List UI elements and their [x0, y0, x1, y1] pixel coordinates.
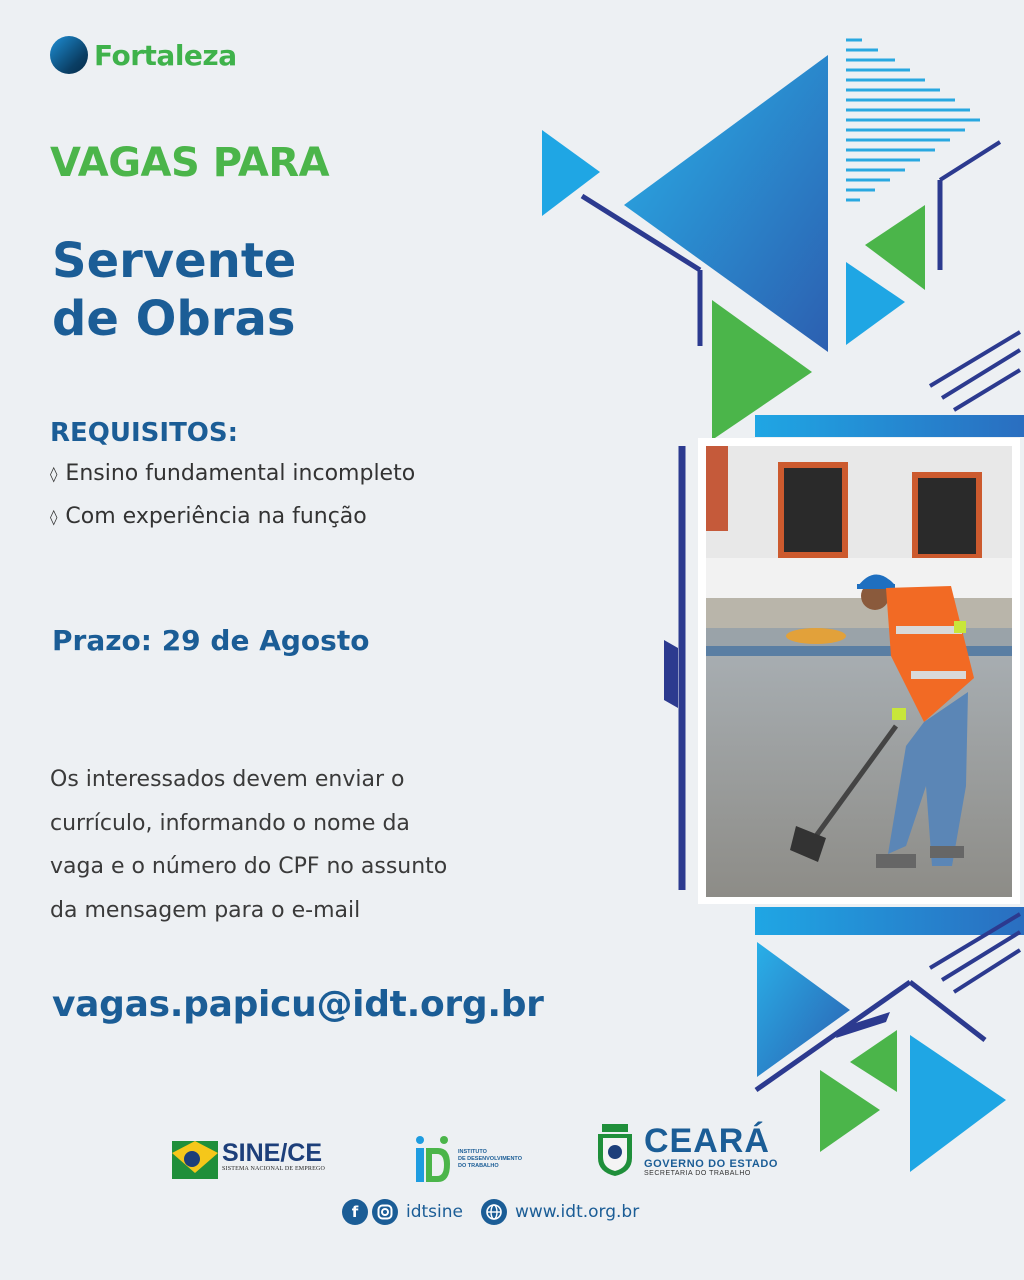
social-links — [342, 1199, 639, 1225]
deadline: Prazo: 29 de Agosto — [52, 624, 370, 657]
instagram-icon[interactable] — [372, 1199, 398, 1225]
big-blue-triangle — [624, 55, 828, 352]
ceara-department: SECRETARIA DO TRABALHO — [644, 1169, 751, 1177]
ceara-subtitle: GOVERNO DO ESTADO — [644, 1157, 779, 1170]
stripe-pattern-right — [930, 332, 1020, 410]
globe-icon[interactable] — [481, 1199, 507, 1225]
email-link[interactable]: vagas.papicu@idt.org.br — [52, 984, 544, 1025]
sine-subtitle: SISTEMA NACIONAL DE EMPREGO — [222, 1166, 326, 1172]
stripe-pattern-top — [846, 40, 980, 200]
website-link[interactable]: www.idt.org.br — [515, 1202, 640, 1222]
bottom-green-triangle — [820, 1070, 880, 1152]
bottom-blue-triangle-right — [910, 1035, 1006, 1172]
city-name: Fortaleza — [94, 38, 237, 72]
job-title — [52, 232, 512, 348]
state-coat-of-arms-icon — [594, 1122, 636, 1178]
ceara-title: CEARÁ — [644, 1121, 770, 1160]
idt-name: INSTITUTO DE DESENVOLVIMENTO DO TRABALHO — [458, 1148, 522, 1169]
blue-bar-bottom — [755, 907, 1024, 935]
list-item: ◊ Com experiência na função — [50, 495, 415, 538]
idt-logo-icon — [414, 1134, 454, 1184]
worker-photo — [706, 446, 1012, 897]
idt-logo — [414, 1134, 528, 1184]
list-item: ◊ Ensino fundamental incompleto — [50, 452, 415, 495]
blue-bar-top — [755, 415, 1024, 437]
facebook-icon[interactable]: f — [342, 1199, 368, 1225]
instructions: Os interessados devem enviar o currículo, informando o nome da vaga e o número do CPF no assunto da mensagem para o e-mail — [50, 767, 448, 923]
headline-prefix: VAGAS PARA — [50, 140, 330, 186]
green-triangle-right — [865, 205, 925, 290]
circle-logo-icon — [50, 36, 88, 74]
requirements-list — [50, 452, 415, 538]
sine-logo — [172, 1133, 325, 1179]
sine-title: SINE/CE — [222, 1139, 323, 1167]
small-blue-triangle-right — [846, 262, 905, 345]
requirements-heading: REQUISITOS: — [50, 418, 239, 448]
diamond-bullet-icon: ◊ — [50, 464, 58, 483]
job-title-line-2: de Obras — [52, 291, 296, 347]
brazil-flag-icon — [172, 1133, 218, 1179]
job-title-line-1: Servente — [52, 233, 297, 289]
ceara-logo — [594, 1122, 778, 1178]
header — [50, 36, 237, 74]
diamond-bullet-icon: ◊ — [50, 507, 58, 526]
social-handle[interactable]: idtsine — [406, 1202, 463, 1222]
